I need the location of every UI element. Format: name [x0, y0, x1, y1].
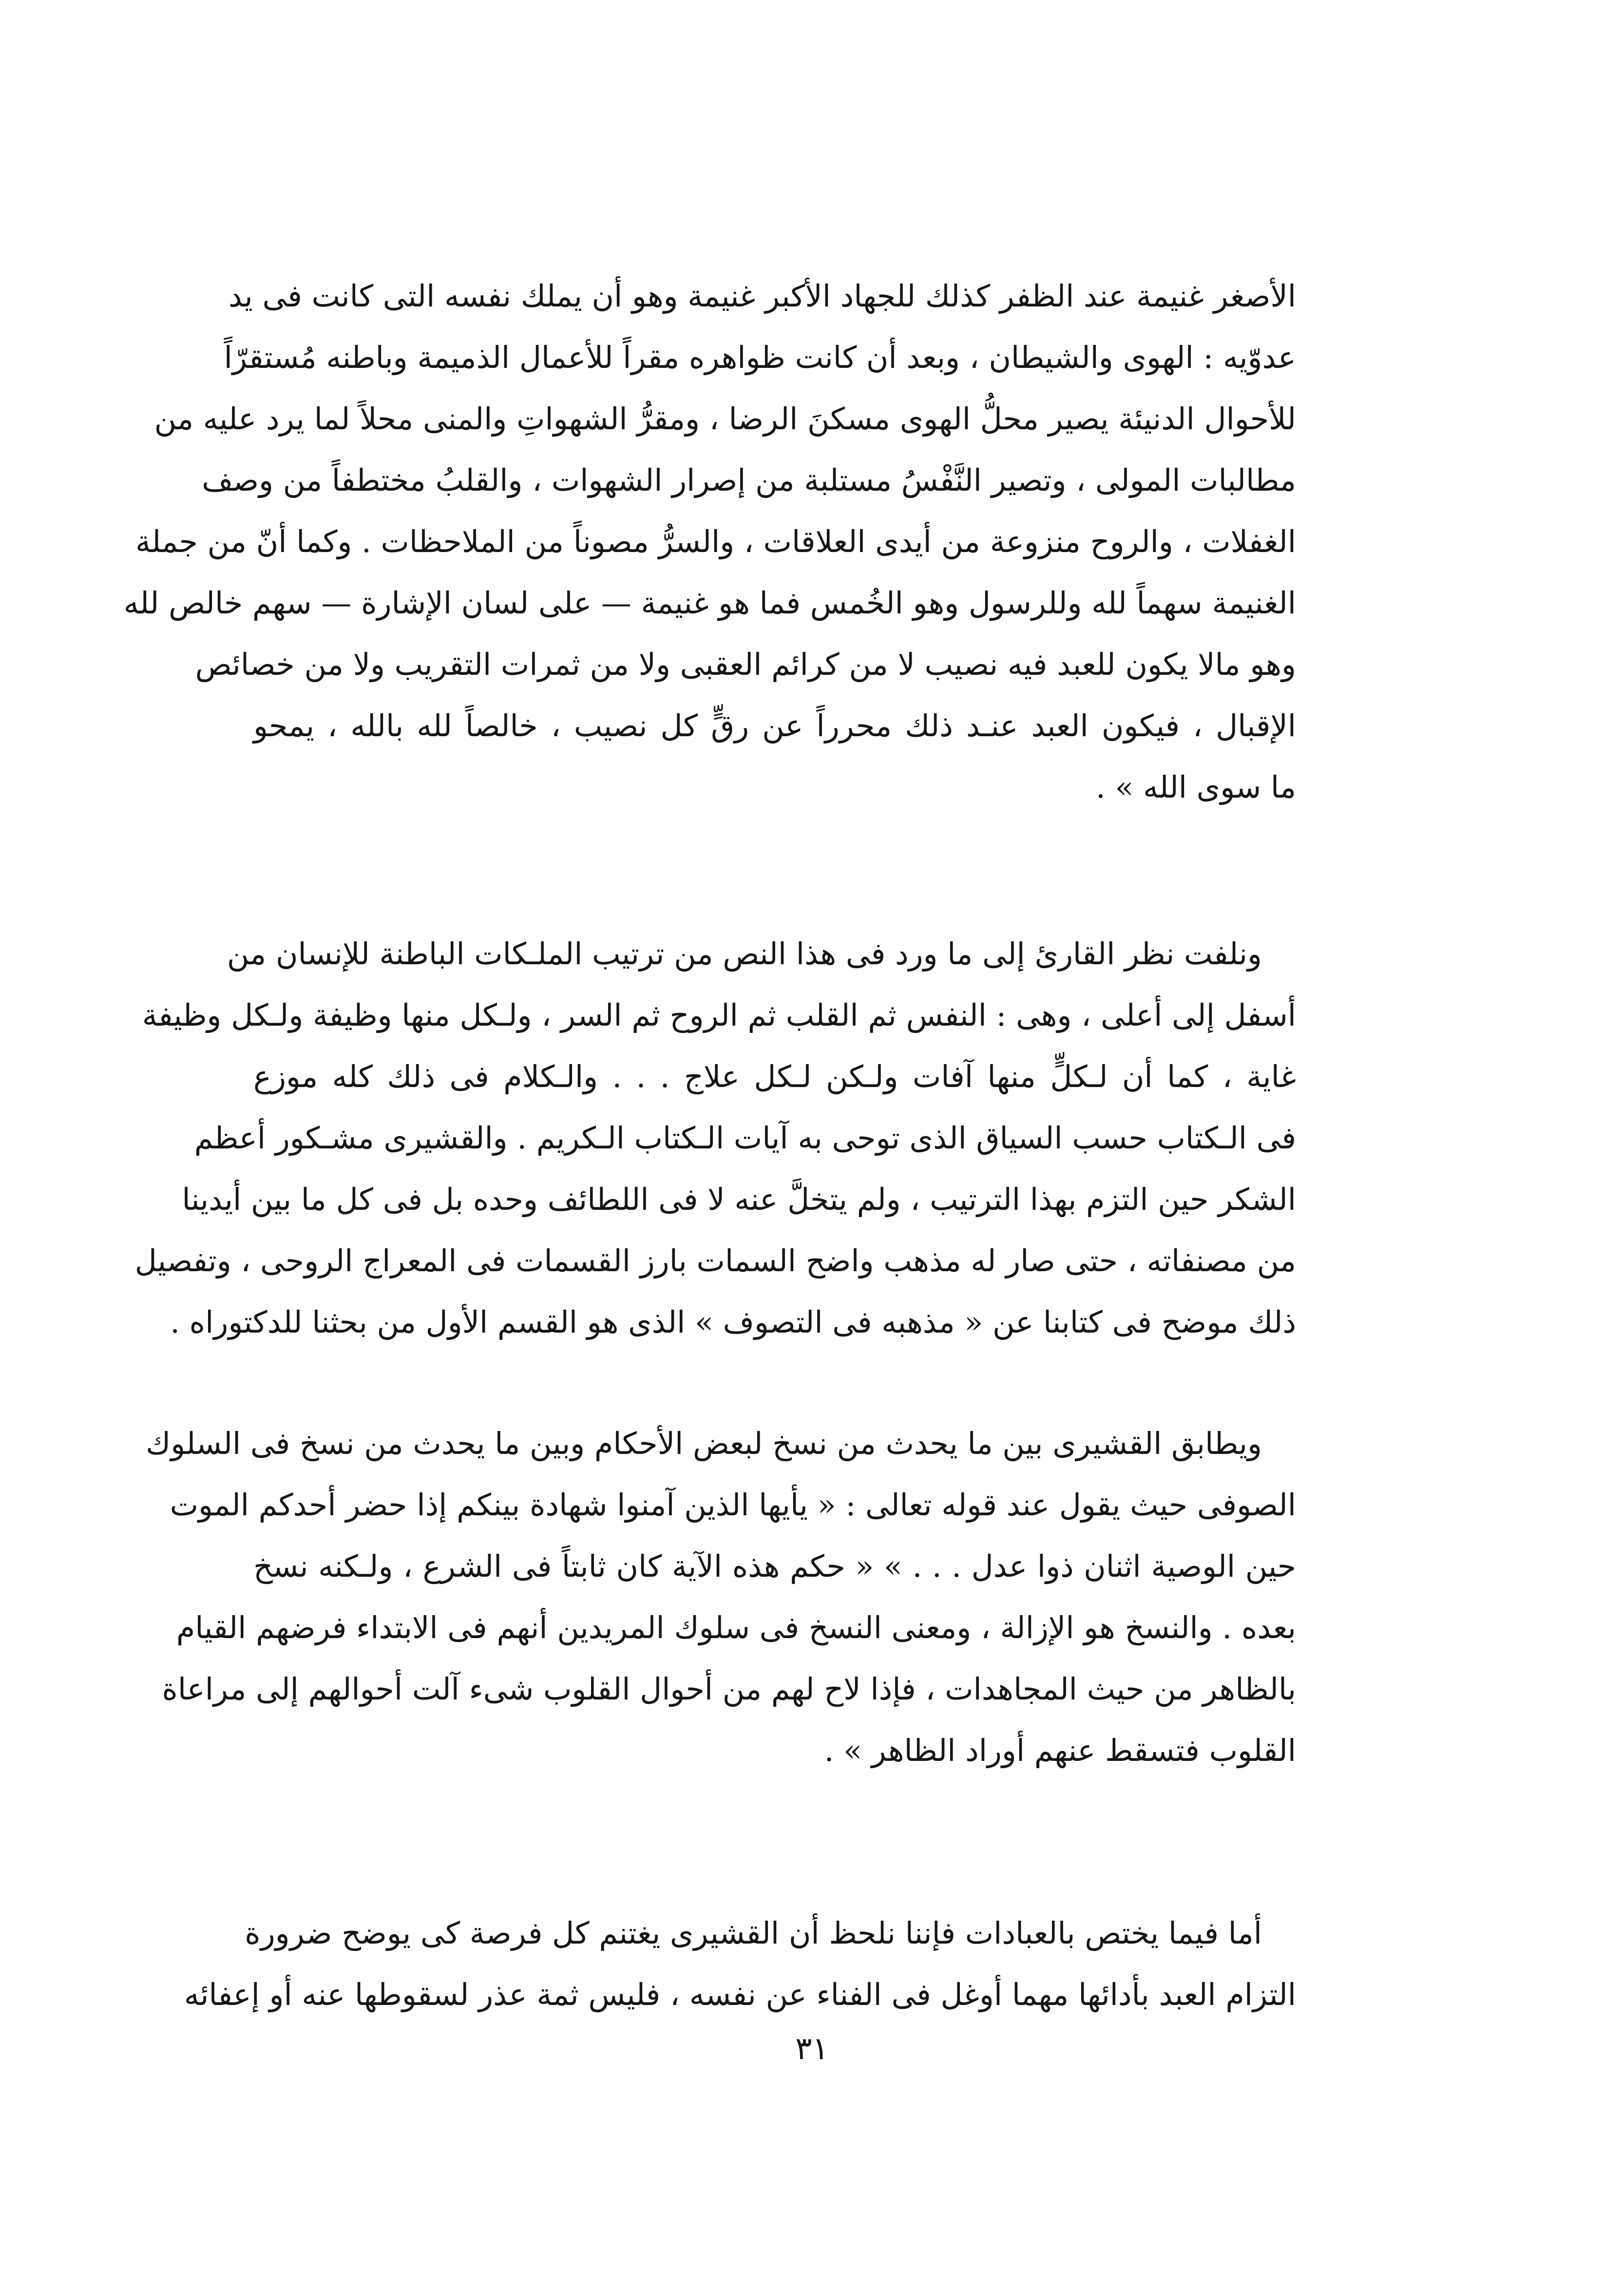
text-line: بالظاهر من حيث المجاهدات ، فإذا لاح لهم من أحوال القلوب شىء آلت أحوالهم إلى مراعاة	[162, 1671, 1296, 1707]
text-line: وهو مالا يكون للعبد فيه نصيب لا من كرائم العقبى ولا من ثمرات التقريب ولا من خصائص	[195, 647, 1296, 682]
text-line: التزام العبد بأدائها مهما أوغل فى الفناء عن نفسه ، فليس ثمة عذر لسقوطها عنه أو إعفائه	[184, 1977, 1296, 2012]
text-line: الأصغر غنيمة عند الظفر كذلك للجهاد الأكبر غنيمة وهو أن يملك نفسه التى كانت فى يد	[229, 278, 1296, 314]
text-line: أما فيما يختص بالعبادات فإننا نلحظ أن القشيرى يغتنم كل فرصة كى يوضح ضرورة	[245, 1915, 1262, 1951]
text-line: ذلك موضح فى كتابنا عن « مذهبه فى التصوف » الذى هو القسم الأول من بحثنا للدكتوراه .	[170, 1304, 1296, 1340]
paragraph-1	[123, 266, 1296, 818]
text-line: القلوب فتسقط عنهم أوراد الظاهر » .	[824, 1733, 1296, 1768]
text-line: من مصنفاته ، حتى صار له مذهب واضح السمات بارز القسمات فى المعراج الروحى ، وتفصيل	[134, 1243, 1296, 1279]
text-line: بعده . والنسخ هو الإزالة ، ومعنى النسخ فى سلوك المريدين أنهم فى الابتداء فرضهم القيام	[176, 1610, 1296, 1645]
text-line: أسفل إلى أعلى ، وهى : النفس ثم القلب ثم الروح ثم السر ، ولـكل منها وظيفة ولـكل وظيفة	[142, 997, 1296, 1033]
paragraph-4	[184, 1903, 1296, 2025]
text-line: فى الـكتاب حسب السياق الذى توحى به آيات الـكتاب الـكريم . والقشيرى مشـكور أعظم	[194, 1120, 1296, 1156]
paragraph-2	[134, 923, 1296, 1353]
text-line: الإقبال ، فيكون العبد عنـد ذلك محرراً عن رقٍّ كل نصيب ، خالصاً لله بالله ، يمحو	[253, 708, 1296, 744]
text-line: ما سوى الله » .	[1096, 769, 1296, 805]
text-line: ويطابق القشيرى بين ما يحدث من نسخ لبعض الأحكام وبين ما يحدث من نسخ فى السلوك	[146, 1426, 1262, 1461]
text-line: حين الوصية اثنان ذوا عدل . . . » « حكم هذه الآية كان ثابتاً فى الشرع ، ولـكنه نسخ	[253, 1548, 1296, 1584]
page-number: ٣١	[795, 2031, 829, 2067]
paragraph-3	[146, 1413, 1296, 1781]
text-line: مطالبات المولى ، وتصير النَّفْسُ مستلبة من إصرار الشهوات ، والقلبُ مختطفاً من وصف	[202, 462, 1296, 498]
text-line: الصوفى حيث يقول عند قوله تعالى : « يأيها الذين آمنوا شهادة بينكم إذا حضر أحدكم الموت	[170, 1487, 1296, 1523]
text-line: الغنيمة سهماً لله وللرسول وهو الخُمس فما هو غنيمة — على لسان الإشارة — سهم خالص لله	[123, 585, 1296, 621]
text-line: الغفلات ، والروح منزوعة من أيدى العلاقات ، والسرُّ مصوناً من الملاحظات . وكما أنّ من جملة	[135, 524, 1296, 559]
text-line: عدوّيه : الهوى والشيطان ، وبعد أن كانت ظواهره مقراً للأعمال الذميمة وباطنه مُستقرّاً	[224, 340, 1296, 375]
text-line: ونلفت نظر القارئ إلى ما ورد فى هذا النص من ترتيب الملـكات الباطنة للإنسان من	[227, 936, 1262, 972]
text-line: للأحوال الدنيئة يصير محلُّ الهوى مسكنَ الرضا ، ومقرُّ الشهواتِ والمنى محلاً لما يرد عليه من	[154, 401, 1296, 437]
text-line: الشكر حين التزم بهذا الترتيب ، ولم يتخلَّ عنه لا فى اللطائف وحده بل فى كل ما بين أيدينا	[182, 1182, 1296, 1217]
text-line: غاية ، كما أن لـكلٍّ منها آفات ولـكن لـكل علاج . . . والـكلام فى ذلك كله موزع	[253, 1059, 1296, 1094]
